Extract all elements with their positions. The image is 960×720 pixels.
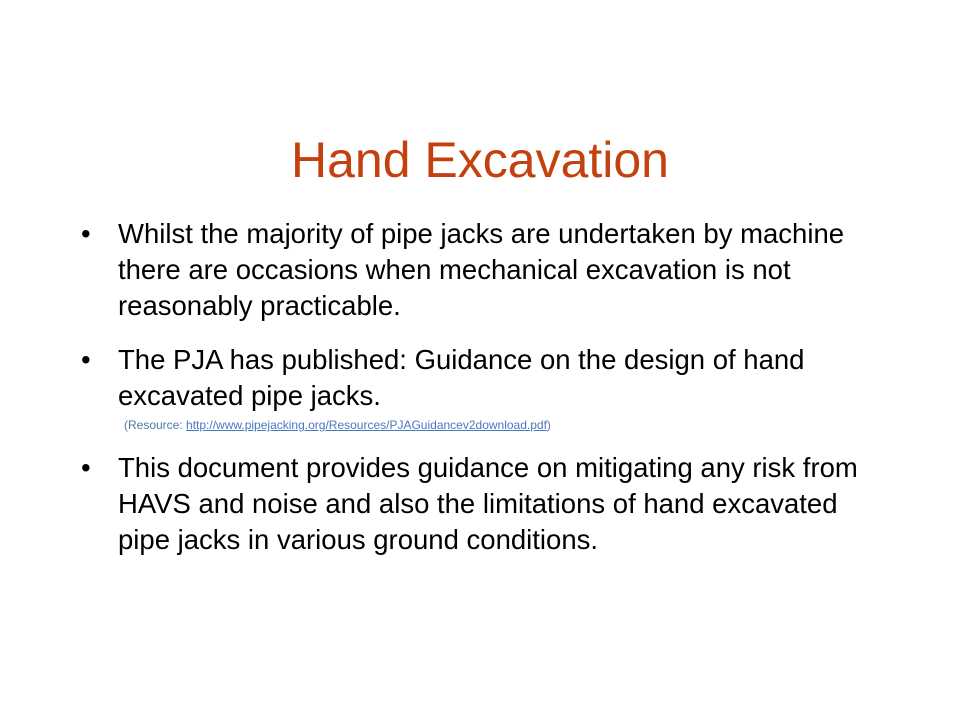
resource-note [124,418,878,432]
bullet-text: The PJA has published: Guidance on the design of hand excavated pipe jacks. [118,344,805,411]
slide-title: Hand Excavation [290,131,669,188]
bullet-item [78,216,878,324]
resource-link[interactable]: http://www.pipejacking.org/Resources/PJAGuidancev2download.pdf [186,418,547,432]
resource-suffix: ) [546,418,551,432]
bullet-item [78,450,878,558]
bullet-text: This document provides guidance on mitigating any risk from HAVS and noise and also the limitations of hand excavated pipe jacks in various ground conditions. [118,452,858,555]
bullet-marker: • [81,218,91,249]
bullet-list [78,216,878,576]
bullet-marker: • [81,344,91,375]
bullet-text: Whilst the majority of pipe jacks are undertaken by machine there are occasions when mechanical excavation is not reasonably practicable. [118,218,845,321]
bullet-item [78,342,878,414]
bullet-marker: • [81,452,91,483]
resource-prefix: (Resource: [124,418,187,432]
